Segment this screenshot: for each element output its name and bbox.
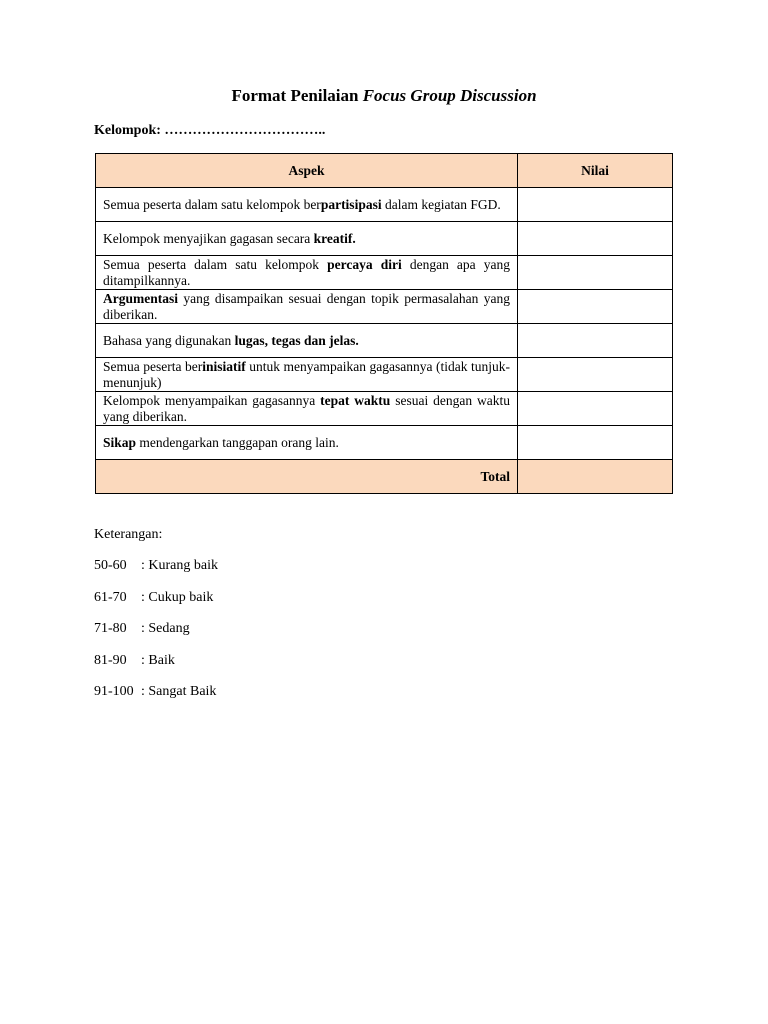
score-description: : Sedang: [141, 621, 190, 636]
score-range: 50-60: [94, 558, 127, 573]
score-description: : Kurang baik: [141, 558, 218, 573]
aspek-text: dalam kegiatan FGD.: [381, 196, 501, 212]
aspek-text: Semua peserta dalam satu kelompok: [103, 256, 328, 272]
title-main: Format Penilaian: [231, 86, 359, 105]
total-value-cell[interactable]: [518, 460, 673, 494]
aspek-cell: [96, 426, 518, 460]
aspek-text: sesuai dengan waktu yang diberikan.: [103, 392, 510, 424]
keterangan-item: [94, 621, 218, 653]
table-row: [96, 188, 673, 222]
aspek-cell: [96, 324, 518, 358]
aspek-text: untuk menyampaikan gagasannya (tidak tunjuk-menunjuk): [103, 358, 510, 390]
table-row: [96, 256, 673, 290]
aspek-cell: [96, 188, 518, 222]
score-range: 61-70: [94, 589, 127, 605]
nilai-cell[interactable]: [518, 324, 673, 358]
table-row: [96, 222, 673, 256]
keterangan-item: [94, 684, 218, 716]
score-range: 91-100: [94, 684, 134, 699]
aspek-text: yang disampaikan sesuai dengan topik permasalahan yang diberikan.: [103, 290, 510, 322]
table-row: [96, 426, 673, 460]
aspek-cell: [96, 392, 518, 426]
aspek-keyword: tepat waktu: [320, 392, 391, 408]
table-row: [96, 324, 673, 358]
aspek-keyword: partisipasi: [320, 196, 382, 212]
aspek-cell: [96, 290, 518, 324]
assessment-table: [95, 153, 673, 494]
score-range: 81-90: [94, 652, 127, 668]
document-title: [0, 86, 768, 106]
table-header-row: [96, 154, 673, 188]
nilai-cell[interactable]: [518, 290, 673, 324]
nilai-cell[interactable]: [518, 222, 673, 256]
aspek-cell: [96, 256, 518, 290]
kelompok-field: Kelompok: ……………………………..: [94, 123, 326, 138]
aspek-text: mendengarkan tanggapan orang lain.: [136, 434, 339, 450]
aspek-keyword: kreatif.: [313, 230, 356, 246]
score-description: : Baik: [141, 652, 175, 668]
aspek-text: Semua peserta dalam satu kelompok ber: [103, 196, 321, 212]
aspek-keyword: Sikap: [103, 434, 137, 450]
nilai-cell[interactable]: [518, 392, 673, 426]
score-description: : Sangat Baik: [141, 684, 217, 699]
total-row: [96, 460, 673, 494]
keterangan-list: [94, 558, 218, 716]
keterangan-label: Keterangan:: [94, 527, 163, 542]
total-label: Total: [96, 460, 518, 494]
aspek-text: Bahasa yang digunakan: [103, 332, 235, 348]
nilai-cell[interactable]: [518, 188, 673, 222]
aspek-text: Semua peserta ber: [103, 358, 203, 374]
aspek-cell: [96, 222, 518, 256]
nilai-cell[interactable]: [518, 426, 673, 460]
aspek-cell: [96, 358, 518, 392]
nilai-cell[interactable]: [518, 358, 673, 392]
score-description: : Cukup baik: [141, 589, 214, 605]
table-row: [96, 358, 673, 392]
aspek-text: dengan apa yang ditampilkannya.: [103, 256, 510, 288]
keterangan-section: [94, 527, 218, 716]
aspek-text: Kelompok menyajikan gagasan secara: [103, 230, 314, 246]
keterangan-item: [94, 558, 218, 590]
aspek-keyword: percaya diri: [327, 256, 402, 272]
score-range: 71-80: [94, 621, 127, 636]
table-row: [96, 392, 673, 426]
header-nilai: Nilai: [518, 154, 673, 188]
nilai-cell[interactable]: [518, 256, 673, 290]
title-italic: Focus Group Discussion: [362, 86, 537, 105]
table-row: [96, 290, 673, 324]
keterangan-item: [94, 653, 218, 685]
aspek-keyword: inisiatif: [202, 358, 246, 374]
table-body: [96, 188, 673, 494]
keterangan-item: [94, 590, 218, 622]
aspek-keyword: lugas, tegas dan jelas.: [234, 332, 359, 348]
header-aspek: Aspek: [96, 154, 518, 188]
aspek-keyword: Argumentasi: [103, 290, 178, 306]
aspek-text: Kelompok menyampaikan gagasannya: [103, 392, 321, 408]
